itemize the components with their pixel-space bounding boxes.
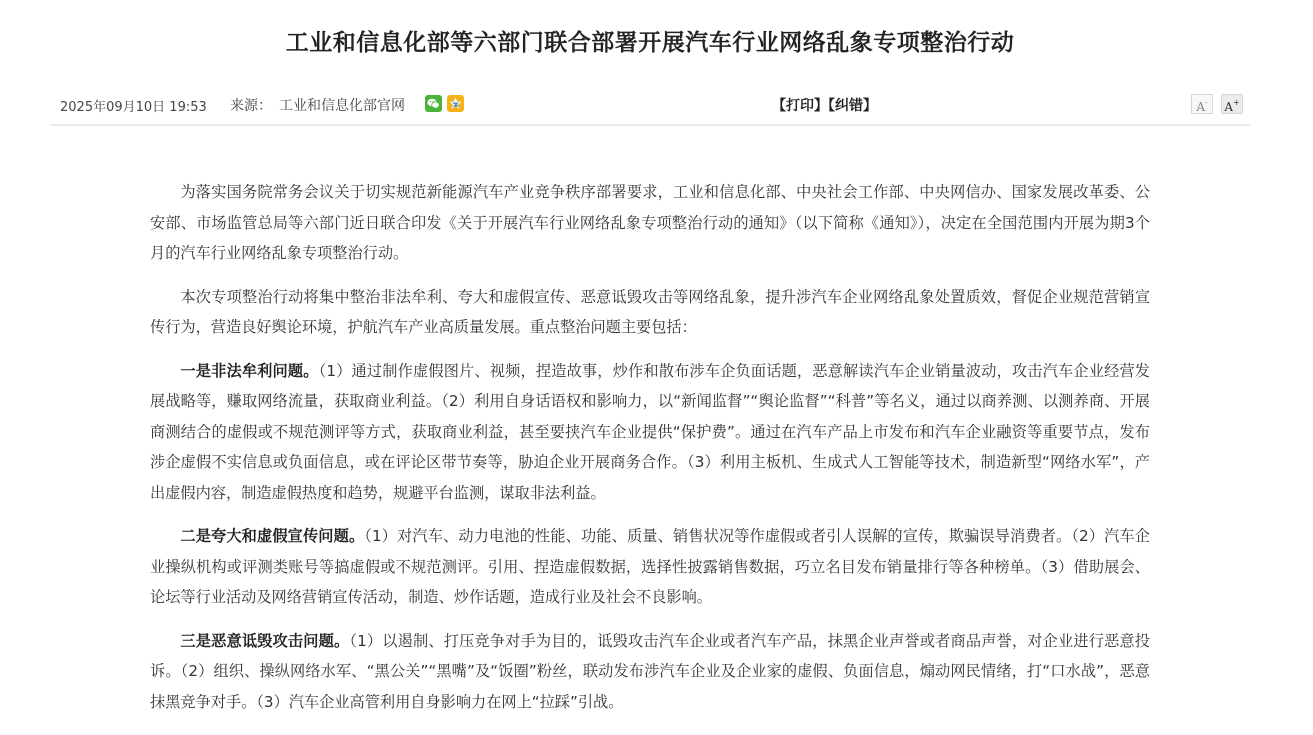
source-label: 来源： (230, 98, 272, 114)
page-title: 工业和信息化部等六部门联合部署开展汽车行业网络乱象专项整治行动 (285, 30, 1015, 56)
print-link[interactable]: 【打印】 (772, 98, 828, 114)
qzone-icon[interactable] (447, 95, 464, 112)
font-decrease-button[interactable]: A- (1191, 94, 1213, 114)
article-body (150, 177, 1150, 730)
source-name: 工业和信息化部官网 (279, 98, 405, 114)
paragraph-false-advertising: 二是夸大和虚假宣传问题。（1）对汽车、动力电池的性能、功能、质量、销售状况等作虚假或者引人误解的宣传，欺骗误导消费者。（2）汽车企业操纵机构或评测类账号等搞虚假或不规范测评。引用、捏造虚假数据，选择性披露销售数据，巧立名目发布销量排行等各种榜单。（3）借助展会、论坛等行业活动及网络营销宣传活动，制造、炒作话题，造成行业及社会不良影响。 (150, 527, 1150, 606)
publish-date: 2025年09月10日 19:53 (60, 100, 207, 115)
article-tools (772, 95, 877, 115)
paragraph-intro: 为落实国务院常务会议关于切实规范新能源汽车产业竞争秩序部署要求，工业和信息化部、中央社会工作部、中央网信办、国家发展改革委、公安部、市场监管总局等六部门近日联合印发《关于开展汽车行业网络乱象专项整治行动的通知》（以下简称《通知》），决定在全国范围内开展为期3个月的汽车行业网络乱象专项整治行动。 (150, 183, 1150, 262)
paragraph-malicious-attack: 三是恶意诋毁攻击问题。（1）以遏制、打压竞争对手为目的，诋毁攻击汽车企业或者汽车产品，抹黑企业声誉或者商品声誉，对企业进行恶意投诉。（2）组织、操纵网络水军、“黑公关”“黑嘴”及“饭圈”粉丝，联动发布涉汽车企业及企业家的虚假、负面信息，煽动网民情绪，打“口水战”，恶意抹黑竞争对手。（3）汽车企业高管利用自身影响力在网上“拉踩”引战。 (150, 631, 1150, 711)
paragraph-lead: 三是恶意诋毁攻击问题。 (180, 631, 350, 650)
correction-link[interactable]: 【纠错】 (828, 98, 877, 114)
article-meta-bar (50, 88, 1250, 126)
paragraph-lead: 一是非法牟利问题。 (180, 361, 319, 380)
paragraph-lead: 二是夸大和虚假宣传问题。 (180, 527, 365, 545)
font-increase-button[interactable]: A+ (1221, 94, 1243, 114)
paragraph-focus: 本次专项整治行动将集中整治非法牟利、夸大和虚假宣传、恶意诋毁攻击等网络乱象，提升涉汽车企业网络乱象处置质效，督促企业规范营销宣传行为，营造良好舆论环境，护航汽车产业高质量发展。重点整治问题主要包括： (150, 287, 1150, 336)
wechat-icon[interactable] (425, 95, 442, 112)
paragraph-illegal-profit: 一是非法牟利问题。（1）通过制作虚假图片、视频，捏造故事，炒作和散布涉车企负面话题，恶意解读汽车企业销量波动，攻击汽车企业经营发展战略等，赚取网络流量，获取商业利益。（2）利用自身话语权和影响力，以“新闻监督”“舆论监督”“科普”等名义，通过以商养测、以测养商、开展商测结合的虚假或不规范测评等方式，获取商业利益，甚至要挟汽车企业提供“保护费”。通过在汽车产品上市发布和汽车企业融资等重要节点，发布涉企虚假不实信息或负面信息，或在评论区带节奏等，胁迫企业开展商务合作。（3）利用主板机、生成式人工智能等技术，制造新型“网络水军”，产出虚假内容，制造虚假热度和趋势，规避平台监测，谋取非法利益。 (150, 361, 1150, 502)
